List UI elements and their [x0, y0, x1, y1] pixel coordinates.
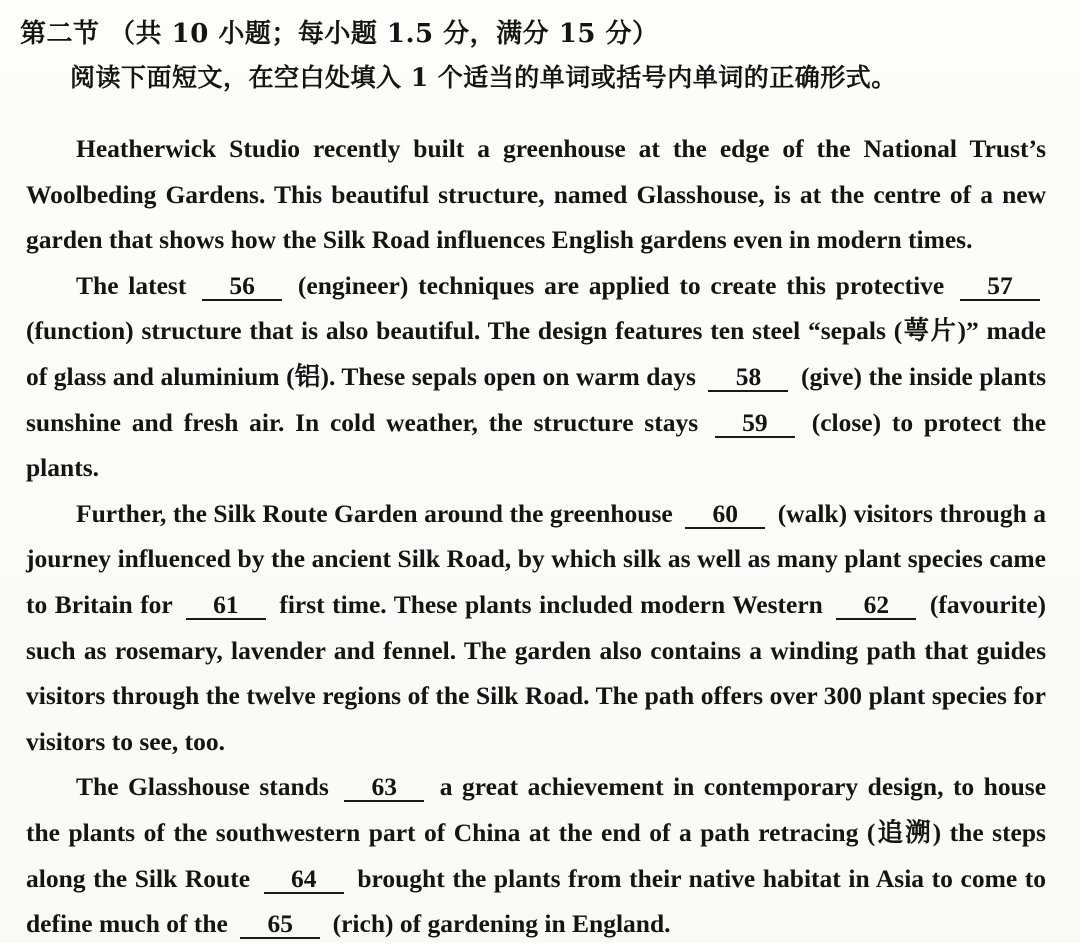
- paragraph-2-text-5: (close) to protect the plants.: [26, 407, 1047, 483]
- paragraph-4-text-2: a great achievement in contemporary design, to house the plants of the southwestern part of China at the end of a path retracing (追溯) the steps along the Silk Route: [26, 772, 1047, 893]
- paragraph-3-text-2: (walk) visitors through a journey influenced by the ancient Silk Road, by which silk as well as many plant species came to Britain for: [26, 498, 1047, 619]
- paragraph-3: [26, 491, 1046, 765]
- paragraph-3-text-4: (favourite) such as rosemary, lavender and fennel. The garden also contains a winding path that guides visitors through the twelve regions of the Silk Road. The path offers over 300 plant species for visitors to see, too.: [26, 589, 1047, 756]
- reading-passage: [26, 126, 1046, 947]
- paragraph-2: [26, 263, 1046, 491]
- blank-60[interactable]: 60: [685, 501, 765, 529]
- paragraph-3-text-3: first time. These plants included modern Western: [279, 589, 823, 619]
- paragraph-2-text-3: (function) structure that is also beautiful. The design features ten steel “sepals (萼片)” made of glass and aluminium (铝). These sepals open on warm days: [26, 316, 1046, 391]
- section-instruction: 阅读下面短文，在空白处填入 1 个适当的单词或括号内单词的正确形式。: [70, 63, 897, 92]
- paragraph-1-text: Heatherwick Studio recently built a greenhouse at the edge of the National Trust’s Woolbeding Gardens. This beautiful structure, named Glasshouse, is at the centre of a new garden that shows how the Silk Road influences English gardens even in modern times.: [26, 134, 1046, 255]
- paragraph-2-text-4: (give) the inside plants sunshine and fresh air. In cold weather, the structure stays: [26, 361, 1047, 437]
- blank-56[interactable]: 56: [202, 273, 282, 301]
- paragraph-1: [26, 126, 1046, 263]
- blank-63[interactable]: 63: [344, 774, 424, 802]
- blank-59[interactable]: 59: [715, 410, 795, 438]
- paragraph-4-text-1: The Glasshouse stands: [76, 772, 329, 802]
- blank-62[interactable]: 62: [836, 592, 916, 620]
- paragraph-4: [26, 764, 1046, 946]
- paragraph-2-text-1: The latest: [76, 270, 187, 300]
- blank-57[interactable]: 57: [960, 273, 1040, 301]
- blank-58[interactable]: 58: [708, 364, 788, 392]
- blank-65[interactable]: 65: [240, 911, 320, 939]
- paragraph-4-text-4: (rich) of gardening in England.: [332, 909, 671, 939]
- paragraph-2-text-2: (engineer) techniques are applied to create this protective: [297, 270, 945, 300]
- paragraph-3-text-1: Further, the Silk Route Garden around the greenhouse: [76, 498, 673, 528]
- section-header: 第二节 （共 10 小题；每小题 1.5 分，满分 15 分）: [20, 19, 659, 49]
- blank-64[interactable]: 64: [264, 866, 344, 894]
- blank-61[interactable]: 61: [186, 592, 266, 620]
- paragraph-4-text-3: brought the plants from their native habitat in Asia to come to define much of the: [26, 863, 1047, 939]
